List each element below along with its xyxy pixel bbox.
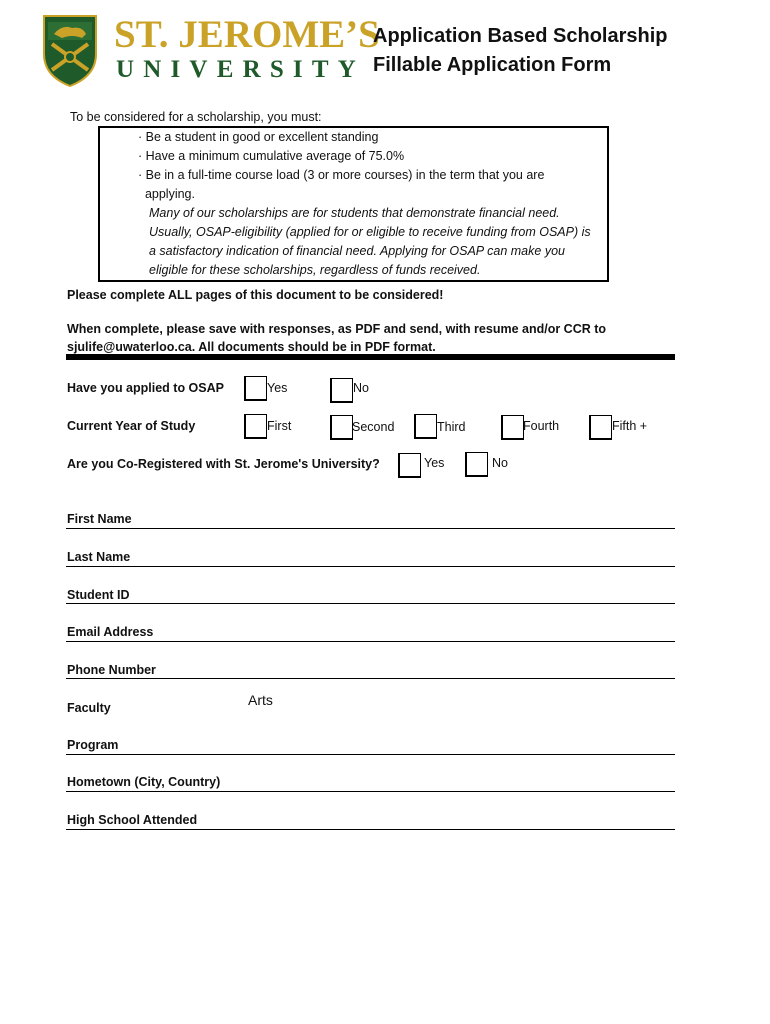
osap-no-label: No bbox=[353, 381, 369, 395]
year-fourth-label: Fourth bbox=[523, 419, 560, 433]
requirement-item: · Have a minimum cumulative average of 75.0% bbox=[138, 149, 405, 163]
year-third-label: Third bbox=[437, 420, 466, 434]
financial-need-note: Many of our scholarships are for students that demonstrate financial need. Usually, OSAP-eligibility (applied for or eligible to receive funding from OSAP) is a satisfactory indication of financial need. Applying for OSAP can make you eligible for these scholarships, regardless of funds received. bbox=[149, 206, 591, 277]
coreg-question-label: Are you Co-Registered with St. Jerome's University? bbox=[67, 457, 380, 471]
year-fifth-label: Fifth + bbox=[612, 419, 648, 433]
osap-yes-checkbox[interactable] bbox=[244, 376, 267, 401]
first-name-underline bbox=[66, 528, 675, 529]
year-fifth-checkbox[interactable] bbox=[589, 415, 612, 440]
email-label: Email Address bbox=[67, 625, 154, 639]
brand-name: ST. JEROME’S bbox=[114, 13, 380, 56]
phone-underline bbox=[66, 678, 675, 679]
brand-subtitle: UNIVERSITY bbox=[116, 56, 365, 83]
coreg-yes-checkbox[interactable] bbox=[398, 453, 421, 478]
form-title-line2: Fillable Application Form bbox=[373, 54, 612, 76]
program-label: Program bbox=[67, 738, 119, 752]
osap-yes-label: Yes bbox=[267, 381, 288, 395]
university-crest-logo bbox=[42, 14, 98, 88]
coreg-yes-label: Yes bbox=[424, 456, 445, 470]
faculty-label: Faculty bbox=[67, 701, 111, 715]
requirements-box bbox=[98, 126, 609, 282]
save-instructions-line2: sjulife@uwaterloo.ca. All documents should be in PDF format. bbox=[67, 340, 436, 354]
program-underline bbox=[66, 754, 675, 755]
student-id-underline bbox=[66, 603, 675, 604]
osap-no-checkbox[interactable] bbox=[330, 378, 353, 403]
intro-text: To be considered for a scholarship, you must: bbox=[70, 110, 322, 124]
year-question-label: Current Year of Study bbox=[67, 419, 196, 433]
email-underline bbox=[66, 641, 675, 642]
requirement-item: applying. bbox=[138, 187, 195, 201]
first-name-label: First Name bbox=[67, 512, 132, 526]
form-title bbox=[373, 22, 668, 80]
high-school-underline bbox=[66, 829, 675, 830]
year-first-checkbox[interactable] bbox=[244, 414, 267, 439]
section-divider bbox=[66, 354, 675, 360]
year-second-checkbox[interactable] bbox=[330, 415, 353, 440]
faculty-input[interactable]: Arts bbox=[248, 692, 273, 708]
hometown-underline bbox=[66, 791, 675, 792]
phone-label: Phone Number bbox=[67, 663, 156, 677]
year-first-label: First bbox=[267, 419, 292, 433]
hometown-label: Hometown (City, Country) bbox=[67, 775, 221, 789]
year-third-checkbox[interactable] bbox=[414, 414, 437, 439]
osap-question-label: Have you applied to OSAP bbox=[67, 381, 224, 395]
coreg-no-label: No bbox=[492, 456, 508, 470]
form-title-line1: Application Based Scholarship bbox=[373, 25, 668, 47]
save-instructions-line1: When complete, please save with responses, as PDF and send, with resume and/or CCR to bbox=[67, 322, 607, 336]
requirement-item: · Be in a full-time course load (3 or more courses) in the term that you are bbox=[138, 168, 545, 182]
year-second-label: Second bbox=[352, 420, 395, 434]
student-id-label: Student ID bbox=[67, 588, 130, 602]
complete-all-notice: Please complete ALL pages of this document to be considered! bbox=[67, 288, 444, 302]
last-name-underline bbox=[66, 566, 675, 567]
year-fourth-checkbox[interactable] bbox=[501, 415, 524, 440]
last-name-label: Last Name bbox=[67, 550, 131, 564]
coreg-no-checkbox[interactable] bbox=[465, 452, 488, 477]
requirement-item: · Be a student in good or excellent standing bbox=[138, 130, 379, 144]
high-school-label: High School Attended bbox=[67, 813, 198, 827]
